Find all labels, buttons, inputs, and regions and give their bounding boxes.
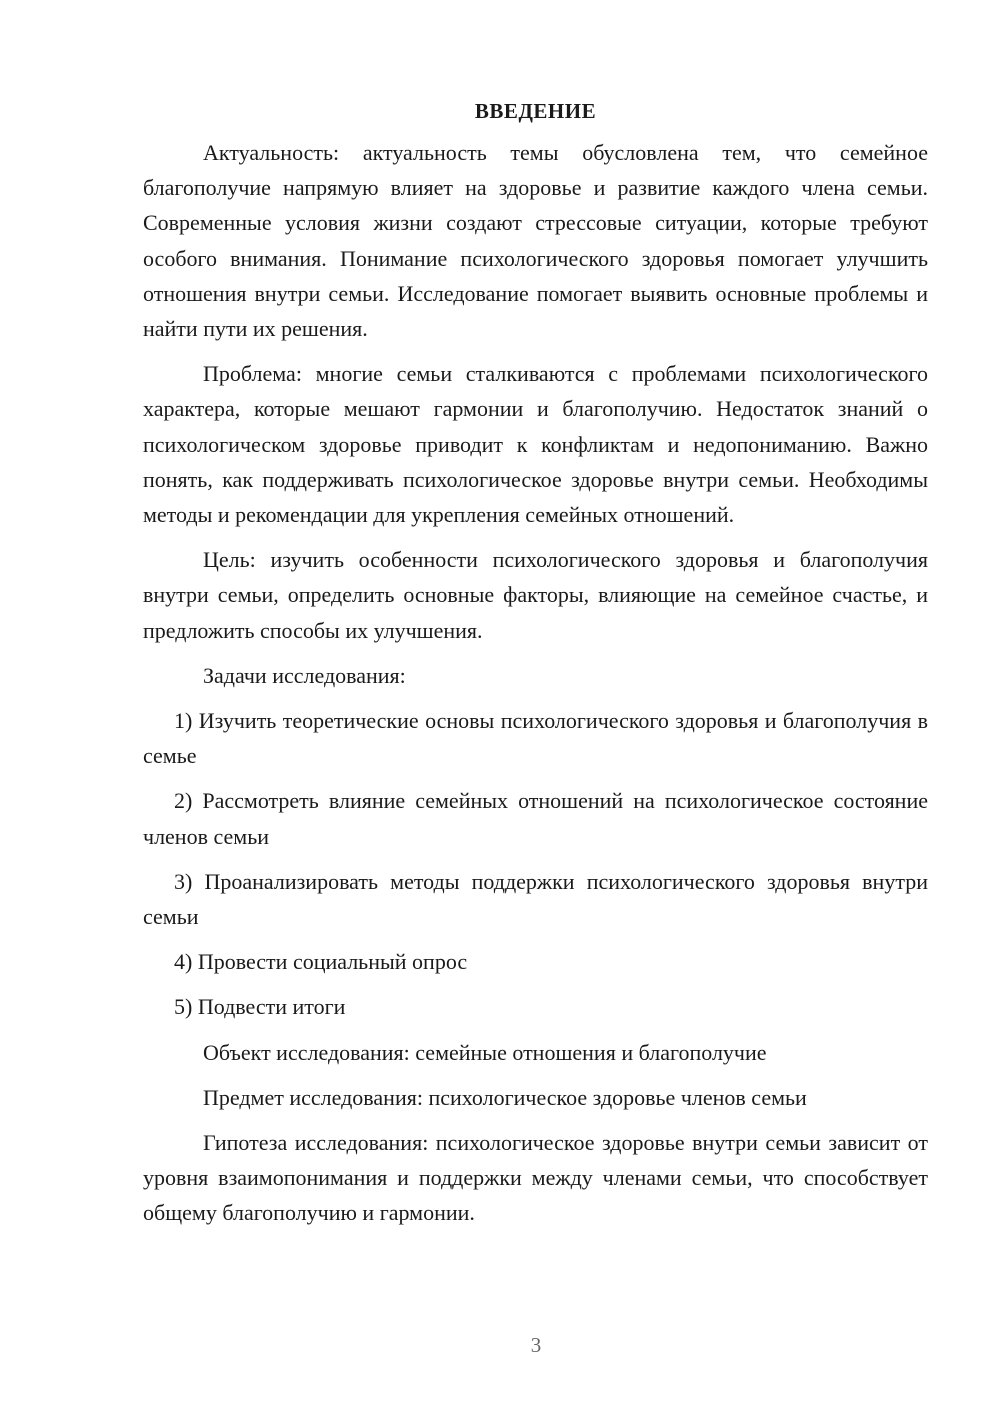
task-item-5: 5) Подвести итоги (174, 994, 346, 1020)
task-item-1: 1) Изучить теоретические основы психологического здоровья и благополучия в семье (143, 708, 928, 769)
tasks-title: Задачи исследования: (203, 662, 406, 688)
page-title: ВВЕДЕНИЕ (474, 99, 597, 123)
relevance-paragraph: Актуальность: актуальность темы обусловлена тем, что семейное благополучие напрямую влияет на здоровье и развитие каждого члена семьи. Современные условия жизни создают стрессовые ситуации, которые требуют особого внимания. Понимание психологического здоровья помогает улучшить отношения внутри семьи. Исследование помогает выявить основные проблемы и найти пути их решения. (143, 140, 928, 342)
research-hypothesis: Гипотеза исследования: психологическое здоровье внутри семьи зависит от уровня взаимопонимания и поддержки между членами семьи, что способствует общему благополучию и гармонии. (143, 1130, 928, 1226)
document-page (143, 97, 928, 1231)
problem-paragraph: Проблема: многие семьи сталкиваются с проблемами психологического характера, которые мешают гармонии и благополучию. Недостаток знаний о психологическом здоровье приводит к конфликтам и недопониманию. Важно понять, как поддерживать психологическое здоровье внутри семьи. Необходимы методы и рекомендации для укрепления семейных отношений. (143, 361, 928, 528)
goal-paragraph: Цель: изучить особенности психологического здоровья и благополучия внутри семьи, определить основные факторы, влияющие на семейное счастье, и предложить способы их улучшения. (143, 547, 928, 643)
research-subject: Предмет исследования: психологическое здоровье членов семьи (203, 1084, 807, 1110)
task-item-2: 2) Рассмотреть влияние семейных отношений на психологическое состояние членов семьи (143, 788, 928, 849)
task-item-4: 4) Провести социальный опрос (174, 949, 468, 975)
task-item-3: 3) Проанализировать методы поддержки психологического здоровья внутри семьи (143, 868, 928, 930)
page-number: 3 (530, 1333, 542, 1357)
research-object: Объект исследования: семейные отношения и благополучие (203, 1039, 767, 1065)
